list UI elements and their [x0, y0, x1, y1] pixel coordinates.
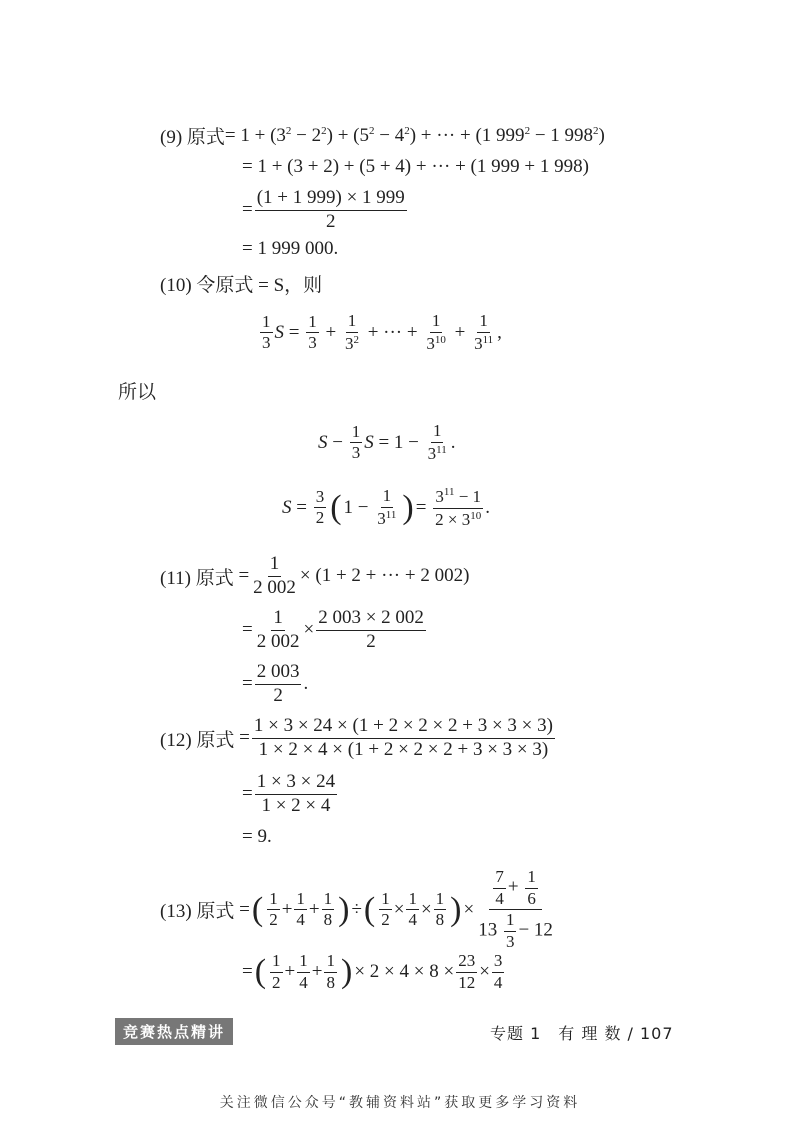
item11-line3: = $\frac{2 003}{2}$ . [242, 661, 309, 706]
item10-eq1: $\frac{1}{3}$ S = $\frac{1}{3}$ + $\frac{1}{3^2}$ + ··· + $\frac{1}{3^{10}}$ + $\frac{1}{3^{11}}$ , [262, 311, 502, 353]
item10-intro: (10) 令原式 = S，则 [160, 275, 323, 296]
item12-label: (12) 原式 [160, 729, 235, 751]
item11-line2: = $\frac{1}{2 002}$ × $\frac{2 003 \times 2 002}{2}$ [242, 607, 424, 652]
item12-line3: = 9. [242, 826, 272, 847]
section-tag: 竞赛热点精讲 [115, 1018, 233, 1045]
item9-line2: = 1 + (3 + 2) + (5 + 4) + ··· + (1 999 + 1 998) [242, 156, 589, 177]
item11-label: (11) 原式 [160, 567, 234, 589]
item13-line2: = ( $\frac{1}{2}$ + $\frac{1}{4}$ + $\frac{1}{8}$ ) × 2 × 4 × 8 × $\frac{23}{12}$ × $\frac{3}{4}$ [242, 951, 503, 992]
item10-eq3: S = $\frac{3}{2}$ ( 1 − $\frac{1}{3^{11}}$ ) = $\frac{3^{11} - 1}{2 \times 3^{10}}$ . [282, 486, 490, 529]
item12-line2: = $\frac{1 \times 3 \times 24}{1 \times 2 \times 4}$ [242, 771, 336, 816]
watermark-note: 关注微信公众号“教辅资料站”获取更多学习资料 [219, 1095, 581, 1111]
item9-label: (9) 原式 [160, 127, 225, 148]
item10-eq2: S − $\frac{1}{3}$ S = 1 − $\frac{1}{3^{11}}$ . [318, 421, 456, 463]
item13-line1: (13) 原式 = ( $\frac{1}{2}$ + $\frac{1}{4}$ + $\frac{1}{8}$ ) ÷ ( $\frac{1}{2}$ × $\frac{1}{4}$ × $\frac{1}{8}$ ) × $\frac{7}{4}$ + $\frac{1}{6}$ 13 $\frac{1}{3}$ − 12 [160, 867, 553, 952]
item9-line1: (9) 原式 = $1 + (3^2 - 2^2) + (5^2 - 4^2)$ + ··· + (1 $999^2 - 1$ $998^2$) [160, 122, 605, 149]
running-footer: 专题 1 有 理 数 / 107 [490, 1024, 674, 1043]
item9-line3: = $\frac{(1 + 1 999) \times 1 999}{2}$ [242, 187, 405, 232]
item12-line1: (12) 原式 = $\frac{1 \times 3 \times 24 \times (1 + 2 \times 2 \times 2 + 3 \times 3 \times 3)}{1 \times 2 \times 4 \times (1 + 2 \times 2 \times 2 + 3 \times 3 \times 3)}$ [160, 715, 553, 760]
item11-line1: (11) 原式 = $\frac{1}{2 002}$ × (1 + 2 + ··· + 2 002) [160, 553, 470, 598]
item9-line4: = 1 999 000. [242, 238, 339, 259]
item10-so: 所以 [118, 382, 157, 403]
item13-label: (13) 原式 [160, 901, 235, 923]
item9-fraction: $\frac{(1 + 1 999) \times 1 999}{2}$ [256, 187, 405, 232]
